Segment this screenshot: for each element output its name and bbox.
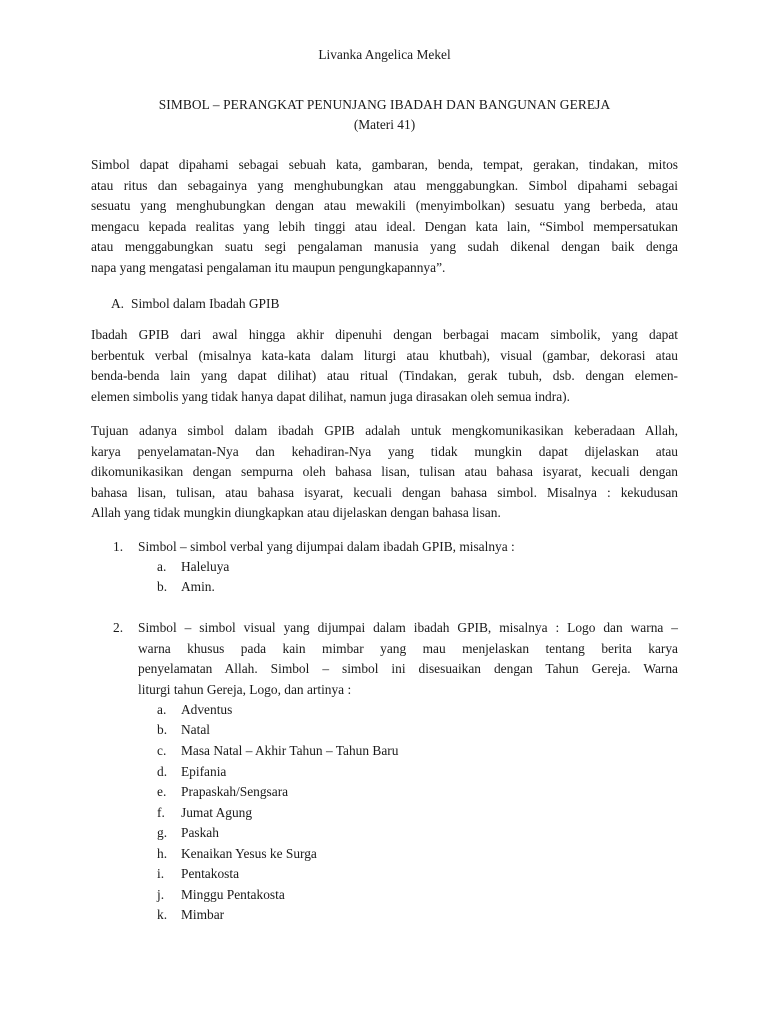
- sub-item: [91, 885, 678, 906]
- paragraph-ibadah: [91, 325, 678, 407]
- paragraph-tujuan: [91, 421, 678, 524]
- intro-line: napa yang mengatasi pengalaman itu maupun pengungkapannya”.: [91, 259, 446, 275]
- sub-item-marker: b.: [157, 722, 168, 737]
- sub-item: [91, 577, 678, 598]
- paragraph-line: dikomunikasikan dengan sempurna oleh bahasa lisan, tulisan atau bahasa isyarat, kecuali dengan: [91, 464, 678, 480]
- list-item-text: warna khusus pada kain mimbar yang mau menjelaskan tentang berita karya: [138, 640, 678, 656]
- sub-item-marker: d.: [157, 764, 168, 779]
- sub-item-marker: k.: [157, 907, 168, 922]
- list-item-text: Simbol – simbol visual yang dijumpai dalam ibadah GPIB, misalnya : Logo dan warna –: [138, 620, 678, 635]
- sub-item-marker: i.: [157, 866, 165, 881]
- sub-item-marker: a.: [157, 559, 167, 574]
- intro-line: sesuatu yang menghubungkan dengan atau mewakili (menyimbolkan) sesuatu yang berbeda, atau: [91, 198, 678, 214]
- list-item-text: Simbol – simbol verbal yang dijumpai dalam ibadah GPIB, misalnya :: [138, 539, 515, 554]
- intro-line: mengacu kepada realitas yang lebih tinggi atau ideal. Dengan kata lain, “Simbol mempersatukan: [91, 218, 678, 234]
- list-item-text: liturgi tahun Gereja, Logo, dan artinya :: [138, 681, 352, 697]
- list-marker: 1.: [113, 539, 124, 554]
- sub-item-label: Pentakosta: [181, 866, 240, 881]
- paragraph-line: elemen simbolis yang tidak hanya dapat dilihat, namun juga dirasakan oleh semua indra).: [91, 388, 570, 404]
- paragraph-line: bahasa lisan, tulisan, atau bahasa isyarat, kecuali dengan bahasa simbol. Misalnya : kekudusan: [91, 484, 678, 500]
- intro-paragraph: [91, 155, 678, 279]
- sub-item-marker: h.: [157, 846, 168, 861]
- sub-item: [91, 557, 678, 578]
- sub-item-label: Mimbar: [181, 907, 225, 922]
- sub-item: [91, 844, 678, 865]
- paragraph-line: benda-benda lain yang dapat dilihat) atau ritual (Tindakan, gerak tubuh, dsb. dengan elemen-: [91, 368, 678, 384]
- sub-item-marker: c.: [157, 743, 167, 758]
- sub-item-marker: a.: [157, 702, 167, 717]
- list-marker: 2.: [113, 620, 124, 635]
- sub-item-marker: b.: [157, 579, 168, 594]
- sub-item-label: Kenaikan Yesus ke Surga: [181, 846, 317, 861]
- sub-item-marker: e.: [157, 784, 167, 799]
- sub-item-label: Haleluya: [181, 559, 230, 574]
- sub-item: [91, 905, 678, 926]
- sub-item: [91, 864, 678, 885]
- sub-item: [91, 782, 678, 803]
- author-name: Livanka Angelica Mekel: [318, 47, 451, 62]
- sub-item-label: Amin.: [181, 579, 215, 594]
- sub-item-label: Jumat Agung: [181, 805, 253, 820]
- sub-item: [91, 762, 678, 783]
- intro-line: atau ritus dan sebagainya yang menghubungkan atau menggabungkan. Simbol dipahami sebagai: [91, 177, 678, 193]
- sub-item: [91, 741, 678, 762]
- sub-item: [91, 823, 678, 844]
- sub-item: [91, 803, 678, 824]
- sub-item-label: Paskah: [181, 825, 219, 840]
- document-title: SIMBOL – PERANGKAT PENUNJANG IBADAH DAN BANGUNAN GEREJA: [158, 97, 611, 112]
- sub-item-label: Natal: [181, 722, 210, 737]
- sub-item: [91, 720, 678, 741]
- sub-item-label: Prapaskah/Sengsara: [181, 784, 289, 799]
- section-title: Simbol dalam Ibadah GPIB: [131, 296, 280, 311]
- list-item-text: penyelamatan Allah. Simbol – simbol ini disesuaikan dengan Tahun Gereja. Warna: [138, 661, 678, 677]
- intro-line: atau menggabungkan suatu segi pengalaman manusia yang sudah dikenal dengan baik denga: [91, 239, 678, 255]
- sub-item-label: Adventus: [181, 702, 233, 717]
- paragraph-line: Allah yang tidak mungkin diungkapkan atau dijelaskan dengan bahasa lisan.: [91, 505, 501, 521]
- sub-item: [91, 700, 678, 721]
- sub-item-marker: f.: [157, 805, 165, 820]
- sub-item-label: Epifania: [181, 764, 227, 779]
- paragraph-line: berbentuk verbal (misalnya kata-kata dalam liturgi atau khutbah), visual (gambar, dekorasi atau: [91, 347, 678, 363]
- section-marker: A.: [111, 296, 125, 311]
- sub-item-marker: g.: [157, 825, 168, 840]
- sub-item-label: Minggu Pentakosta: [181, 887, 285, 902]
- paragraph-line: karya penyelamatan-Nya dan kehadiran-Nya yang tidak mungkin dapat dijelaskan atau: [91, 443, 678, 459]
- sub-item-marker: j.: [157, 887, 165, 902]
- intro-line: Simbol dapat dipahami sebagai sebuah kata, gambaran, benda, tempat, gerakan, tindakan, mitos: [91, 157, 678, 172]
- sub-item-label: Masa Natal – Akhir Tahun – Tahun Baru: [181, 743, 399, 758]
- paragraph-line: Ibadah GPIB dari awal hingga akhir dipenuhi dengan berbagai macam simbolik, yang dapat: [91, 327, 678, 342]
- paragraph-line: Tujuan adanya simbol dalam ibadah GPIB adalah untuk mengkomunikasikan keberadaan Allah,: [91, 423, 678, 438]
- document-subtitle: (Materi 41): [353, 117, 416, 132]
